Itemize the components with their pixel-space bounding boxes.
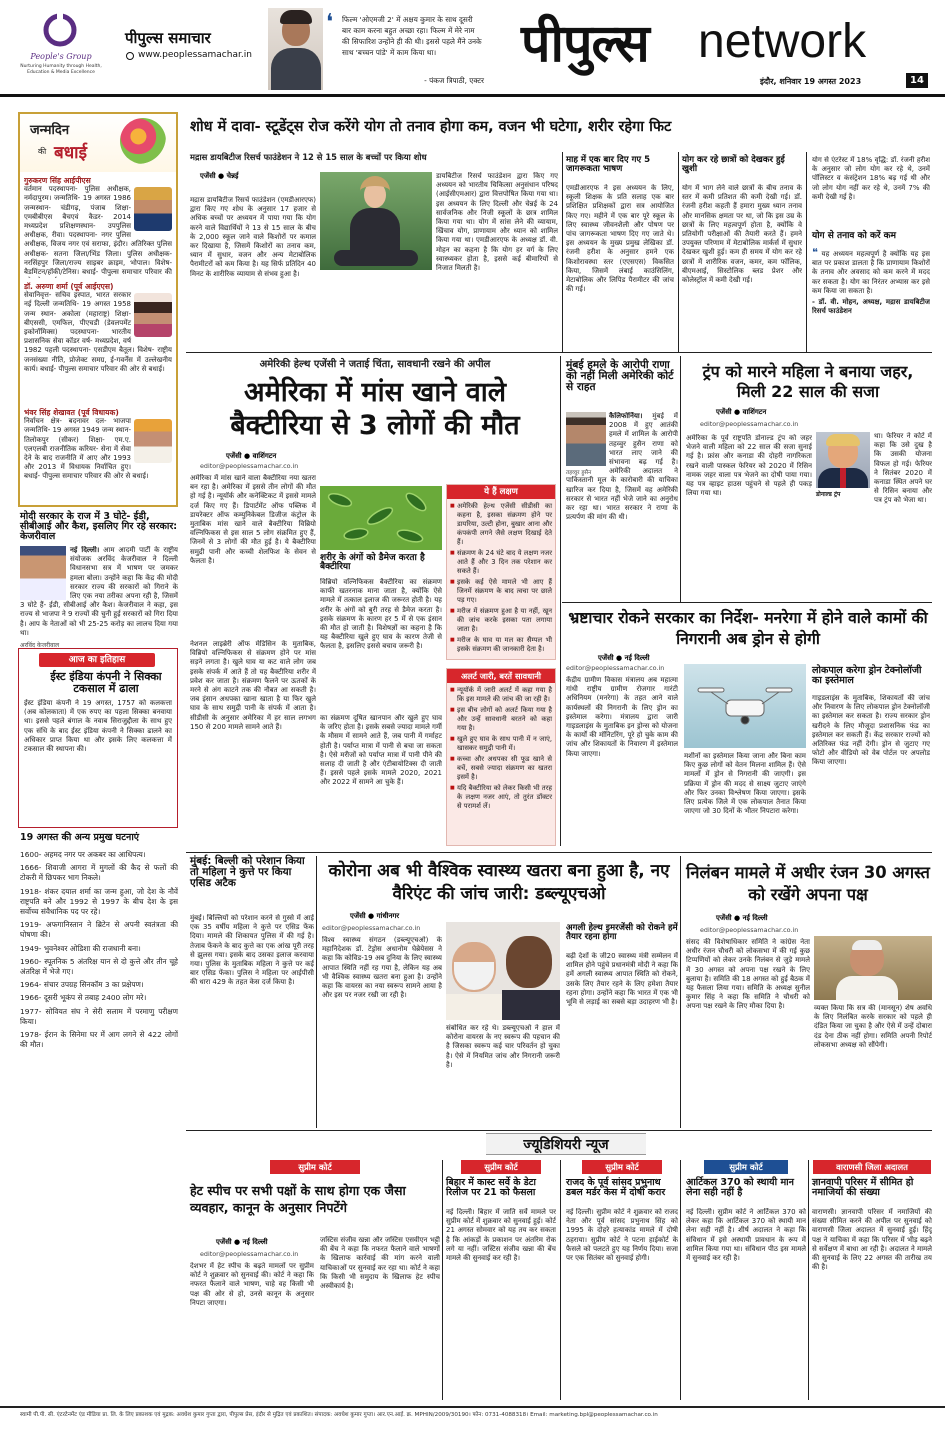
- yoga-col2: डायबिटीज रिसर्च फाउंडेशन द्वारा किए गए अध्ययन को भारतीय चिकित्सा अनुसंधान परिषद (आईसीएमआर) द्वारा वित्तपोषित किया गया था। इस अध्ययन के लिए दिल्ली और चेन्नई के 24 सार्वजनिक और निजी स्कूलों के छात्र शामिल किया गया था। योग में सांस लेने की व्यायाम, खिंचाव योग, प्राणायाम और ध्यान को शामिल किया गया था। एमडीआरएफ के अध्यक्ष डॉ. वी. मोहन का कहना है कि योग हर वर्ग के लिए स्वास्थ्यकर होता है, इससे कई बीमारियों से निजात मिलती है।: [436, 172, 558, 273]
- symptom-item: ■ मरीज के घाव या मल का सैम्पल भी इसके संक्रमण की जानकारी देता है।: [450, 636, 552, 654]
- kejriwal-story: [20, 546, 178, 642]
- history-event: 1964- संचार उपग्रह सिनकॉम 3 का प्रक्षेपण।: [20, 980, 144, 990]
- history-event: 1919- अफगानिस्तान ने ब्रिटेन से अपनी स्वतंत्रता की घोषणा की।: [20, 920, 178, 940]
- covid-photo: [446, 922, 560, 1020]
- yoga-col4: योग में भाग लेने वाले छात्रों के बीच तनाव के स्तर में कमी प्रतिशत की कमी देखी गई। डॉ. रंजनी हरीश कहती हैं हमारा मुख्य ध्यान तनाव और मानसिक क्षमता पर था, जो कि इस उम्र के छात्रों के लिए महत्वपूर्ण होता है, क्योंकि वे प्रतियोगी परीक्षाओं की तैयारी करते हैं। हमने उपयुक्त परिणाम में मेटाबोलिक मार्कर्स में सुधार देखकर खुशी हुई। कम ही समय में योग कर रहे छात्रों में शारीरिक वजन, कमर, कम फॉलिक, बीएमआई, सिस्टोलिक ब्लड प्रेशर और कोलेस्ट्रॉल में कमी देखी गई।: [682, 184, 802, 285]
- mumbai-headline: मुंबई हमले के आरोपी राणा को नहीं मिली अमेरिकी कोर्ट से राहत: [566, 359, 674, 394]
- judiciary-title: ज्यूडिशियरी न्यूज: [523, 1137, 609, 1153]
- alert-box: [446, 668, 556, 846]
- birthday-name-2: डॉ. अरुणा शर्मा (पूर्व आईएएस): [24, 282, 114, 291]
- history-event: 1918- शंकर दयाल शर्मा का जन्म हुआ, जो देश के नौवें राष्ट्रपति बने और 1992 से 1997 के बीच देश के इस सर्वोच्च संवैधानिक पद पर रहे।: [20, 886, 178, 917]
- symptom-item: ■ संक्रमण के 24 घंटे बाद ये लक्षण नजर आते हैं और 3 दिन तक परेशान कर सकते हैं।: [450, 549, 552, 576]
- globe-icon: [126, 52, 134, 60]
- kejriwal-dateline: नई दिल्ली।: [70, 546, 100, 554]
- bacteria-col1: अमेरिका में मांस खाने वाला बैक्टीरिया नया खतरा बन रहा है। अमेरिका में इससे तीन लोगों की मौत हो गई है। न्यूयॉर्क और कनेक्टिकट में इससे मामले दर्ज किए गए हैं। डिपार्टमेंट ऑफ पब्लिक में डायरेक्टर ऑफ कम्युनिकेबल डिजीज कंट्रोल के मुताबिक मांस खाने वाले बैक्टीरिया विब्रियो वल्निफिकस से इस साल 5 लोग संक्रमित हुए हैं, जिनमें से 3 लोगों की मौत हुई है। ये बैक्टीरिया समुद्री पानी और कच्ची शेलफिश के सेवन से फैलता है।: [190, 474, 316, 565]
- group-logo: [42, 12, 78, 48]
- judiciary-tag-3: सुप्रीम कोर्ट: [566, 1160, 678, 1174]
- quote-attribution: - पंकज त्रिपाठी, एक्टर: [424, 76, 484, 85]
- judiciary-body-4: नई दिल्ली। सुप्रीम कोर्ट ने आर्टिकल 370 को लेकर कहा कि आर्टिकल 370 को स्थायी मान लेना सही नहीं है। शीर्ष अदालत ने कहा कि संविधान में इसे अस्थायी प्रावधान के रूप में शामिल किया गया था। संविधान पीठ इस मामले में सुनवाई कर रही है।: [686, 1208, 806, 1263]
- suspend-body: संसद की विशेषाधिकार समिति ने कांग्रेस नेता अधीर रंजन चौधरी को लोकसभा में की गई कुछ टिप्पणियों को लेकर उनके निलंबन से जुड़े मामले में 30 अगस्त को अपना पक्ष रखने के लिए बुलाया है। समिति की 18 अगस्त को हुई बैठक में यह फैसला लिया गया। समिति के अध्यक्ष सुनील कुमार सिंह ने कहा कि समिति ने चौधरी को अपना पक्ष रखने के लिए मौका दिया है।: [686, 938, 810, 1011]
- actor-quote: फिल्म 'ओएमजी 2' में अक्षय कुमार के साथ दूसरी बार काम करना बहुत अच्छा रहा। फिल्म में मेरे नाम की सिफारिश उन्होंने ही की थी। इससे पहले मैंने उनके साथ 'बच्चन पांडे' में काम किया था।: [342, 15, 482, 57]
- birthday-photo-3: [134, 419, 172, 463]
- history-event: 1666- शिवाजी आगरा में मुगलों की कैद से फलों की टोकरी में छिपकर भाग निकले।: [20, 863, 178, 883]
- drone-col2: मशीनों का इस्तेमाल किया जाना और बिना काम किए कुछ लोगों को वेतन मिलना शामिल हैं। ऐसे मामलों में ड्रोन से निगरानी की जाएगी। इस प्रक्रिया में ड्रोन की मदद से साक्ष्य जुटाए जाएंगे और फिर उनका विश्लेषण किया जाएगा। इसके लिए प्रत्येक जिले में एक लोकपाल तैनात किया जाएगा जो 30 दिनों के भीतर निपटारा करेगा।: [684, 752, 806, 816]
- drone-side-title: लोकपाल करेगा ड्रोन टेक्नोलॉजी का इस्तेमाल: [812, 665, 922, 687]
- covid-col2: संबोधित कर रहे थे। डब्ल्यूएचओ ने हाल में कोरोना वायरस के नए स्वरूप की पहचान की है जिसका स्वरूप कई चार परिवर्तन हो चुका है। ऐसे में नियमित जांच और निगरानी जरूरी है।: [446, 1024, 560, 1069]
- judiciary-tag-4: सुप्रीम कोर्ट: [686, 1160, 806, 1174]
- quote-icon: ❝: [812, 248, 818, 259]
- alert-item: ■ न्यूयॉर्क में जारी अलर्ट में कहा गया है कि इस मामले की जांच की जा रही है।: [450, 686, 552, 704]
- yoga-byline: एजेंसी ● चेन्नई: [200, 172, 239, 180]
- yoga-quote: [812, 248, 930, 352]
- trump-photo: [816, 432, 870, 488]
- yoga-quote-text: यह अध्ययन महत्वपूर्ण है क्योंकि यह इस बात पर प्रकाश डालता है कि प्राणायाम किशोरों के तनाव और अवसाद को कम करने में मदद कर सकता है। योग का निरंतर अभ्यास कर इसे कम किया जा सकता है।: [812, 250, 930, 295]
- history-event: 1966- दूसरी भूकंप से तबाह 2400 लोग मरे।: [20, 993, 147, 1003]
- quote-mark-icon: ❛: [326, 10, 334, 35]
- bacteria-col4: का संक्रमण दूषित खानपान और खुले हुए घाव के जरिए होता है। इसके सबसे ज्यादा मामले गर्मी के मौसम में सामने आते हैं, जब पानी में गर्माहट होती है। पर्याप्त मात्रा में पानी से बचा जा सकता है। ऐसे मरीजों को पर्याप्त मात्रा में पानी पीने की सलाह दी जाती है और एंटीबायोटिक्स दी जाती हैं। इससे पहले इसके मामले 2020, 2021 और 2022 में सामने आ चुके हैं।: [320, 714, 442, 787]
- yoga-photo: [320, 172, 432, 270]
- symptom-item: ■ मरीज में संक्रमण हुआ है या नहीं, खून की जांच करके इसका पता लगाया जाता है।: [450, 607, 552, 634]
- bacteria-col2: नेशनल लाइब्रेरी ऑफ मेडिसिन के मुताबिक, विब्रियो वल्निफिकस से संक्रमण होने पर मांस सड़ने लगता है। खुले घाव या कट वाले लोग जब इसके संपर्क में आते हैं तो यह बैक्टीरिया शरीर में प्रवेश कर जाता है। संक्रमण फैलने पर ऊतकों के मरने से अंग काटने तक की नौबत आ सकती है। जब इंसान अधपका खाना खाता है या फिर खुले घाव के साथ समुद्री पानी के संपर्क में आता है। सीडीसी के अनुसार अमेरिका में हर साल लगभग 150 से 200 मामले सामने आते हैं।: [190, 640, 316, 731]
- birthday-photo-1: [134, 187, 172, 231]
- brand-name: People's Group: [30, 52, 92, 61]
- birthday-text-3: निर्वाचन क्षेत्र- बदनावर दल- भाजपा जन्मतिथि- 19 अगस्त 1949 जन्म स्थान- तिलोकपुर (सीकर) शिक्षा- एम.ए. एलएलबी राजनीतिक करियर- सेना में सेवा देने के बाद राजनीति में आए और 1993 और 2013 में विधायक निर्वाचित हुए। बधाई- पीपुल्स समाचार परिवार की ओर से बधाई।: [24, 417, 149, 481]
- masthead: [0, 0, 945, 94]
- dateline: इंदौर, शनिवार 19 अगस्त 2023: [760, 77, 862, 86]
- drone-photo: [684, 664, 806, 748]
- judiciary-head-2: बिहार में कास्ट सर्वे के डेटा रिलीज पर 21 को फैसला: [446, 1177, 536, 1198]
- symptoms-band: ये हैं लक्षण: [447, 485, 555, 499]
- bacteria-headline: अमेरिका में मांस खाने वाले बैक्टीरिया से 3 लोगों की मौत: [230, 377, 520, 441]
- covid-email[interactable]: editor@peoplessamachar.co.in: [322, 924, 421, 932]
- bacteria-kicker: अमेरिकी हेल्थ एजेंसी ने जताई चिंता, सावधानी रखने की अपील: [259, 359, 491, 370]
- cat-body: मुंबई। बिल्लियों को परेशान करने से गुस्से में आई एक 35 वर्षीय महिला ने कुत्ते पर एसिड फेंक दिया। मामले की शिकायत पुलिस में की गई है। तेजाब फेंकने के बाद कुत्ते का एक आंख पूरी तरह से झुलस गया। इसके बाद उसका इलाज करवाया गया। पुलिस के मुताबिक महिला ने कुत्ते पर कई बार एसिड फेंका। पुलिस ने महिला पर आईपीसी की धारा 429 के तहत केस दर्ज किया है।: [190, 914, 314, 987]
- yoga-quote-by: - डॉ. वी. मोहन, अध्यक्ष, मद्रास डायबिटीज रिसर्च फाउंडेशन: [812, 298, 930, 316]
- history-event: 1600- अहमद नगर पर अकबर का आधिपत्य।: [20, 850, 146, 859]
- judiciary-body-1: देशभर में हेट स्पीच के बढ़ते मामलों पर सुप्रीम कोर्ट ने शुक्रवार को सुनवाई की। कोर्ट ने कहा कि नफरत फैलाने वाले भाषण, चाहे वह किसी भी पक्ष की ओर से हो, उनसे कानून के अनुसार निपटा जाएगा।: [190, 1262, 314, 1307]
- covid-col3-title: अगली हेल्थ इमरजेंसी को रोकने हमें तैयार रहना होगा: [566, 923, 678, 943]
- quote-portrait: [268, 8, 323, 90]
- symptom-item: ■ इसके कई ऐसे मामले भी आए हैं जिनमें संक्रमण के बाद त्वचा पर छाले पड़ गए।: [450, 578, 552, 605]
- yoga-subhead: मद्रास डायबिटीज रिसर्च फाउंडेशन ने 12 से 15 साल के बच्चों पर किया शोध: [190, 152, 427, 162]
- trump-byline: एजेंसी ● वाशिंगटन: [716, 408, 767, 416]
- bacteria-email[interactable]: editor@peoplessamachar.co.in: [200, 462, 299, 470]
- history-event: 1977- सोवियत संघ ने सेरी सलाम में परमाणु परीक्षण किया।: [20, 1006, 178, 1026]
- covid-headline: कोरोना अब भी वैश्विक स्वास्थ्य खतरा बना हुआ है, नए वैरिएंट की जांच जारी: डब्ल्यूएचओ: [328, 861, 670, 904]
- trump-body: अमेरिका के पूर्व राष्ट्रपति डोनाल्ड ट्रंप को जहर भेजने वाली महिला को 22 साल की सजा सुनाई गई है। फ्रांस और कनाडा की दोहरी नागरिकता रखने वाली पास्कल फेरियर को 2020 में रिसिन नामक जहर वाला पत्र भेजने का दोषी पाया गया। यह पत्र व्हाइट हाउस पहुंचने से पहले ही पकड़ लिया गया था।: [686, 434, 812, 498]
- yoga-col5-title: योग से तनाव को करें कम: [812, 231, 896, 241]
- alert-item: ■ खुले हुए घाव के साथ पानी में न जाएं, खासकर समुद्री पानी में।: [450, 735, 552, 753]
- paper-name: पीपुल्स समाचार: [125, 29, 211, 47]
- symptoms-box: [446, 484, 556, 660]
- judiciary-by-1: एजेंसी ● नई दिल्ली: [216, 1238, 268, 1246]
- paper-url[interactable]: www.peoplessamachar.in: [138, 50, 252, 60]
- alert-band: अलर्ट जारी, बरतें सावधानी: [447, 669, 555, 683]
- judiciary-body-2: नई दिल्ली। बिहार में जाति सर्वे मामले पर सुप्रीम कोर्ट में शुक्रवार को सुनवाई हुई। कोर्ट 21 अगस्त सोमवार को यह तय कर सकता है कि आंकड़ों के प्रकाशन पर अंतरिम रोक लगे या नहीं। जस्टिस संजीव खन्ना की बेंच मामले की सुनवाई कर रही है।: [446, 1208, 556, 1263]
- symptom-item: ■ अमेरिकी हेल्थ एजेंसी सीडीसी का कहना है, इसका संक्रमण होने पर डायरिया, उल्टी होना, बुखार आना और कंपकंपी लगने जैसे लक्षण दिखाई देते हैं।: [450, 502, 552, 547]
- judiciary-head-5: ज्ञानवापी परिसर में सीमित हो नमाजियों की संख्या: [812, 1177, 914, 1199]
- trump-headline: ट्रंप को मारने महिला ने बनाया जहर, मिली 22 साल की सजा: [702, 362, 914, 401]
- history-event: 1949- भुवनेश्वर ओडिशा की राजधानी बना।: [20, 943, 141, 953]
- yoga-col3: एमडीआरएफ ने इस अध्ययन के लिए, स्कूली शिक्षक के प्रति सलाह एक बार प्रशिक्षित प्रशिक्षकों द्वारा सत्र आयोजित किए गए। महीने में एक बार पूरे स्कूल के लिए स्वास्थ्य जीवनशैली और पोषण पर पांच जागरूकता भाषण दिए गए जाते थे। इस अध्ययन के मुख्य प्रमुख लेखिका डॉ. रंजनी हरीश के अनुसार हमने एक किशोरावस्था स्तर (एएसएस) विकसित किया, जिसमें लंबाई काउंसिलिंग, मेटाबोलिक और लिपिड पैरामीटर की जांच की गई।: [566, 184, 674, 294]
- suspend-byline: एजेंसी ● नई दिल्ली: [716, 914, 768, 922]
- birthday-photo-2: [134, 293, 172, 337]
- drone-headline: भ्रष्टाचार रोकने सरकार का निर्देश- मनरेगा में होने वाले कामों की निगरानी अब ड्रोन से होगी: [568, 609, 928, 648]
- birthday-name-1: गुरुकरण सिंह आईपीएस: [24, 176, 91, 185]
- kejriwal-body: आम आदमी पार्टी के राष्ट्रीय संयोजक अरविंद केजरीवाल ने दिल्ली विधानसभा सत्र में भाषण पर जमकर हमला बोला। उन्होंने कहा कि केंद्र की मोदी सरकार राज्य की सरकारों को गिराने के लिए एक नया तरीका अपना रही है, जिसमें 3 घोटे हैं- ईडी, सीबीआई और कैश। केजरीवाल ने कहा, इस राज्य से भाजपा ने 9 राज्यों की चुनी हुई सरकारों को गिरा दिया है। आप के नेताओं को भी 25-25 करोड़ का लालच दिया गया था।: [20, 546, 178, 637]
- trump-caption: डोनाल्ड ट्रंप: [816, 491, 841, 498]
- bacteria-photo: [320, 486, 442, 550]
- alert-item: ■ कच्चा और अधपका सी फूड खाने से बचें, सबसे ज्यादा संक्रमण का खतरा इसमें है।: [450, 755, 552, 782]
- mumbai-caption: तहव्वुर हुसैन: [566, 470, 592, 476]
- mumbai-col-a: [566, 412, 678, 608]
- section-title-en: network: [698, 15, 867, 68]
- flower-icon: [120, 118, 166, 164]
- kejriwal-caption: अरविंद केजरीवाल: [20, 642, 60, 649]
- drone-side: गाइडलाइंस के मुताबिक, शिकायतों की जांच और निवारण के लिए लोकपाल ड्रोन टेक्नोलॉजी का इस्तेमाल कर सकता है। राज्य सरकार ड्रोन खरीदने के लिए मौजूदा प्रशासनिक फंड का इस्तेमाल कर सकती हैं। केंद्र सरकार राज्यों को अतिरिक्त फंड नहीं देगी। ड्रोन से जुटाए गए फोटो और वीडियो को वेब पोर्टल पर अपलोड किया जाएगा।: [812, 694, 930, 767]
- covid-col3: बढ़ी देशों के जी20 स्वास्थ्य मंत्री सम्मेलन में शामिल होने पहुंचे प्रधानमंत्री मोदी ने कहा कि हमें अगली स्वास्थ्य आपात स्थिति को रोकने, उसके लिए तैयार रहने के लिए हमेशा तैयार रहना होगा। उन्होंने कहा कि भारत में एक भी भूमि से लड़ाई का सबसे बड़ा उदाहरण भी है।: [566, 952, 678, 1007]
- birthday-name-3: भंवर सिंह शेखावत (पूर्व विधायक): [24, 408, 119, 417]
- suspend-body2: व्यक्त किया कि सत्र की (मानसून) शेष अवधि के लिए निलंबित करके सरकार को पहले ही दंडित किया जा चुका है और ऐसे में उन्हें दोबारा दंड देना ठीक नहीं होगा। समिति अपनी रिपोर्ट लोकसभा अध्यक्ष को सौंपेगी।: [814, 1004, 932, 1049]
- mumbai-photo: [566, 412, 606, 466]
- kejriwal-headline: मोदी सरकार के राज में 3 घोटे- ईडी, सीबीआई और कैश, इसलिए गिर रहे सरकार: केजरीवाल: [20, 511, 178, 543]
- alert-item: ■ यदि बैक्टीरिया को लेकर किसी भी तरह के लक्षण नजर आएं, तो तुरंत डॉक्टर से परामर्श लें।: [450, 784, 552, 811]
- birthday-title-small: की: [38, 147, 47, 156]
- judiciary-title-box: [486, 1133, 646, 1155]
- suspend-email[interactable]: editor@peoplessamachar.co.in: [700, 926, 799, 934]
- history-headline: ईस्ट इंडिया कंपनी ने सिक्का टकसाल में ढाला: [50, 670, 162, 695]
- footer-imprint: स्वामी पी.पी. सी. एंटरटेनमेंट एंड मीडिया प्रा. लि. के लिए प्रकाशक एवं मुद्रक: अवधेश कुमार गुप्ता द्वारा, पीपुल्स प्रेस, इंदौर से मुद्रित एवं प्रकाशित। संपादक: अवधेश कुमार गुप्ता। आर.एन.आई. क्र. MPHIN/2009/30190। फोन: 0731-4088318। Email: marketing.bpl@peoplessamachar.co.in: [20, 1412, 658, 1418]
- history-body: ईस्ट इंडिया कंपनी ने 19 अगस्त, 1757 को कलकत्ता (अब कोलकाता) में एक रुपए का पहला सिक्का बनवाया था। इससे पहले बंगाल के नवाब सिराजुद्दौला के साथ हुए एक संधि के बाद ईस्ट इंडिया कंपनी ने सिक्का ढालने का अधिकार प्राप्त किया था और इसके लिए कलकत्ता में टकसाल की स्थापना की।: [24, 699, 172, 754]
- bacteria-photo-caption: शरीर के अंगों को डैमेज करता है बैक्टीरिया: [320, 553, 425, 573]
- page-number: 14: [906, 73, 928, 88]
- suspend-photo: [814, 936, 932, 1000]
- drone-col1: केंद्रीय ग्रामीण विकास मंत्रालय अब महात्मा गांधी राष्ट्रीय ग्रामीण रोजगार गारंटी अधिनियम (मनरेगा) के तहत आने वाले कार्यस्थलों की निगरानी के लिए ड्रोन का इस्तेमाल करेगा। मंत्रालय द्वारा जारी गाइडलाइंस के मुताबिक इन ड्रोन्स को योजना के कार्यों की मॉनिटरिंग, पूरे हो चुके काम की जांच और शिकायतों के निवारण में इस्तेमाल किया जाएगा।: [566, 676, 678, 758]
- judiciary-head-1: हेट स्पीच पर सभी पक्षों के साथ होगा एक जैसा व्यवहार, कानून के अनुसार निपटेंगे: [190, 1183, 406, 1215]
- yoga-col4-title: योग कर रहे छात्रों को देखकर हुई खुशी: [682, 155, 785, 175]
- judiciary-body-3: नई दिल्ली। सुप्रीम कोर्ट ने शुक्रवार को राजद नेता और पूर्व सांसद प्रभुनाथ सिंह को 1995 के दोहरे हत्याकांड मामले में दोषी ठहराया। सुप्रीम कोर्ट ने पटना हाईकोर्ट के फैसले को पलटते हुए यह निर्णय दिया। सजा पर एक सितंबर को सुनवाई होगी।: [566, 1208, 678, 1263]
- judiciary-tag-5: वाराणसी जिला अदालत: [812, 1160, 932, 1174]
- yoga-headline: शोध में दावा- स्टूडेंट्स रोज करेंगे योग तो तनाव होगा कम, वजन भी घटेगा, शरीर रहेगा फिट: [190, 119, 672, 135]
- yoga-col3-title: माह में एक बार दिए गए 5 जागरूकता भाषण: [566, 155, 651, 175]
- history-event: 1978- ईरान के सिनेमा घर में आग लगने से 422 लोगों की मौत।: [20, 1030, 178, 1050]
- birthday-text-2: सेवानिवृत्त- सचिव इस्पात, भारत सरकार नई दिल्ली जन्मतिथि- 19 अगस्त 1958 जन्म स्थान- अकोला (महाराष्ट्र) शिक्षा- बीएससी, एमफिल, पीएचडी (डेवलपमेंट इकोनॉमिक्स) पदस्थापना- भारतीय प्रशासनिक सेवा कॉडर वर्ष- मध्यप्रदेश, वर्ष 1982 पहली पदस्थापना- एसडीएम बैतूल। विशेष- राष्ट्रीय जनसंख्या नीति, प्रोजेक्ट समग्र, ई-गवर्नेंस में उल्लेखनीय कार्य। बधाई- पीपुल्स समाचार परिवार की ओर से बधाई।: [24, 291, 172, 373]
- covid-byline: एजेंसी ● गांधीनगर: [350, 912, 400, 920]
- history-event: 1960- स्पूतनिक 5 अंतरिक्ष यान से दो कुत्ते और तीन चूहे अंतरिक्ष में भेजे गए।: [20, 956, 178, 977]
- masthead-rule: [0, 94, 945, 97]
- history-events: [20, 850, 178, 1402]
- suspend-headline: निलंबन मामले में अधीर रंजन 30 अगस्त को रखेंगे अपना पक्ष: [686, 863, 930, 904]
- drone-email[interactable]: editor@peoplessamachar.co.in: [566, 664, 665, 672]
- judiciary-tag-2: सुप्रीम कोर्ट: [446, 1160, 556, 1174]
- brand-tagline: Nurturing Humanity through Health, Education & Media Excellence: [20, 64, 102, 75]
- bacteria-col3: विब्रियो वल्निफिकस बैक्टीरिया का संक्रमण काफी खतरनाक माना जाता है, क्योंकि ऐसे मामले में तत्काल इलाज की जरूरत होती है। यह शरीर के अंगों को बुरी तरह से डैमेज करता है। इसके संक्रमण के कारण हर 5 में से एक इंसान की मौत हो जाती है। विशेषज्ञों का कहना है कि यह बैक्टीरिया खुले हुए घाव के कारण तेजी से फैलता है, इसलिए इससे बचाव जरूरी है।: [320, 578, 442, 651]
- birthday-text-1: वर्तमान पदस्थापना- पुलिस अधीक्षक, नर्मदापुरम। जन्मतिथि- 19 अगस्त 1986 जन्मस्थान- चंडीगढ़, पंजाब शिक्षा- एमबीबीएस बैचएवं कैडर- 2014 मध्यप्रदेश प्रशिक्षणस्थान- उपपुलिस अधीक्षक, रीवा। पदस्थापना- नगर पुलिस अधीक्षक, विजय नगर एवं सराफा, इंदौर। अतिरिक्त पुलिस अधीक्षक- सतना जिला/भिंड जिला। पुलिस अधीक्षक- नरसिंहपुर जिला/राज्य साइबर क्राइम, भोपाल। विशेष- बैडमिंटन/हॉकी/टेनिस। बधाई- पीपुल्स समाचार परिवार की: [24, 185, 172, 277]
- mumbai-dateline: कैलिफोर्निया।: [609, 412, 643, 420]
- history-band: आज का इतिहास: [39, 653, 155, 667]
- yoga-col1: मद्रास डायबिटीज रिसर्च फाउंडेशन (एमडीआरएफ) द्वारा किए गए शोध के अनुसार 17 हजार से अधिक बच्चों पर अध्ययन में पाया गया कि योग करने वाले विद्यार्थियों ने 13 से 15 साल के बीच के 2,000 स्कूल जाने वाले किशोरों पर कमाल कर दिखाया है, जिसमें किशोरों का तनाव कम, ध्यान में सुधार, वजन और अन्य मेटाबोलिक पैरामीटरों को कम किया है। यह सिर्फ प्रतिदिन 40 मिनट के शारीरिक व्यायाम से संभव हुआ है।: [190, 196, 316, 278]
- bacteria-byline: एजेंसी ● वाशिंगटन: [226, 452, 277, 460]
- section-title-hindi: पीपुल्स: [521, 14, 649, 74]
- covid-col1: विश्व स्वास्थ्य संगठन (डब्ल्यूएचओ) के महानिदेशक डॉ. टेड्रोस अधानोम घेब्रेयेसस ने कहा कि कोविड-19 अब दुनिया के लिए स्वास्थ्य आपात स्थिति नहीं रह गया है, लेकिन यह अब भी वैश्विक स्वास्थ्य खतरा बना हुआ है। उन्होंने कहा कि वायरस का नया स्वरूप सामने आया है और इस पर नजर रखी जा रही है।: [322, 936, 442, 1000]
- judiciary-head-3: राजद के पूर्व सांसद प्रभुनाथ डबल मर्डर केस में दोषी करार: [566, 1177, 666, 1198]
- cat-headline: मुंबई: बिल्ली को परेशान किया तो महिला ने कुत्ते पर किया एसिड अटैक: [190, 855, 305, 889]
- birthday-box: [18, 112, 178, 507]
- mumbai-body: मुंबई में 2008 में हुए आतंकी हमले में शामिल के आरोपी तहव्वुर हुसैन राणा को भारत लाए जाने की संभावना बढ़ गई है। अमेरिकी अदालत ने पाकिस्तानी मूल के कारोबारी की याचिका खारिज कर दिया है, जिसमें वह अमेरिकी सरकार से भारत नहीं भेजे जाने का अनुरोध कर रहा था। भारत सरकार ने राणा के प्रत्यर्पण की मांग की थी।: [566, 412, 678, 522]
- history-box: [18, 648, 178, 828]
- drone-byline: एजेंसी ● नई दिल्ली: [598, 654, 650, 662]
- yoga-col5: योग से एंटरेस्ट में 18% वृद्धि: डॉ. रंजनी हरीश के अनुसार जो लोग योग कर रहे थे, उनमें पॉलिस्टर व कंसंट्रेशन 18% बढ़ गई थी और जो लोग योग नहीं कर रहे थे, उनमें 7% की कमी देखी गई है।: [812, 156, 930, 201]
- birthday-title-top: जन्मदिन: [30, 123, 70, 138]
- trump-body2: था। फेरियर ने कोर्ट में कहा कि उसे दुख है कि उसकी योजना विफल हो गई। फेरियर ने सितंबर 2020 में कनाडा स्थित अपने घर से रिसिन बनाया और पत्र ट्रंप को भेजा था।: [874, 432, 932, 505]
- birthday-title-main: बधाई: [54, 143, 87, 163]
- judiciary-body-1b: जस्टिस संजीव खन्ना और जस्टिस एसवीएन भट्टी की बेंच ने कहा कि नफरत फैलाने वाले भाषणों के खिलाफ कार्रवाई की मांग करने वाली याचिकाओं पर सुनवाई कर रहा था। कोर्ट ने कहा कि किसी भी समुदाय के खिलाफ हेट स्पीच अस्वीकार्य है।: [320, 1236, 440, 1291]
- judiciary-email-1[interactable]: editor@peoplessamachar.co.in: [200, 1250, 299, 1258]
- judiciary-body-5: वाराणसी। ज्ञानवापी परिसर में नमाजियों की संख्या सीमित करने की अपील पर सुनवाई को वाराणसी जिला अदालत में सुनवाई हुई। हिंदू पक्ष ने याचिका में कहा कि परिसर में भीड़ बढ़ने से सर्वेक्षण में बाधा आ रही है। अदालत ने मामले की सुनवाई के लिए 22 अगस्त की तारीख तय की है।: [812, 1208, 932, 1272]
- alert-item: ■ इस बीच लोगों को अलर्ट किया गया है और उन्हें सावधानी बरतने को कहा गया है।: [450, 706, 552, 733]
- birthday-header: [20, 114, 176, 172]
- kejriwal-photo: [20, 546, 66, 600]
- judiciary-head-4: आर्टिकल 370 को स्थायी मान लेना सही नहीं है: [686, 1177, 794, 1199]
- judiciary-tag-1: सुप्रीम कोर्ट: [190, 1160, 440, 1174]
- trump-email[interactable]: editor@peoplessamachar.co.in: [700, 420, 799, 428]
- history-events-title: 19 अगस्त की अन्य प्रमुख घटनाएं: [20, 832, 140, 843]
